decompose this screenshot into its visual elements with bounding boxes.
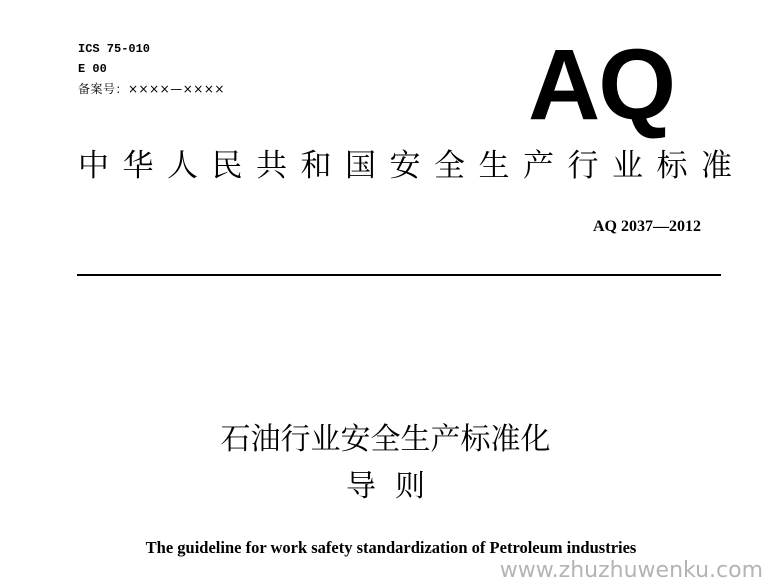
document-title-chinese: 石油行业安全生产标准化 (220, 422, 551, 457)
aq-logo: AQ (528, 29, 674, 141)
site-watermark: www.zhuzhuwenku.com (499, 558, 763, 583)
classification-block (78, 39, 225, 99)
divider-rule (77, 274, 721, 276)
ics-code: ICS 75-010 (78, 42, 151, 56)
standard-number: AQ 2037—2012 (593, 218, 701, 235)
document-title-english: The guideline for work safety standardization of Petroleum industries (145, 538, 637, 557)
ccs-code: E 00 (78, 62, 107, 76)
filing-number: 备案号：××××—×××× (78, 82, 225, 96)
standard-type-heading: 中华人民共和国安全生产行业标准 (78, 148, 746, 184)
document-subtitle-chinese: 导 则 (345, 469, 426, 504)
